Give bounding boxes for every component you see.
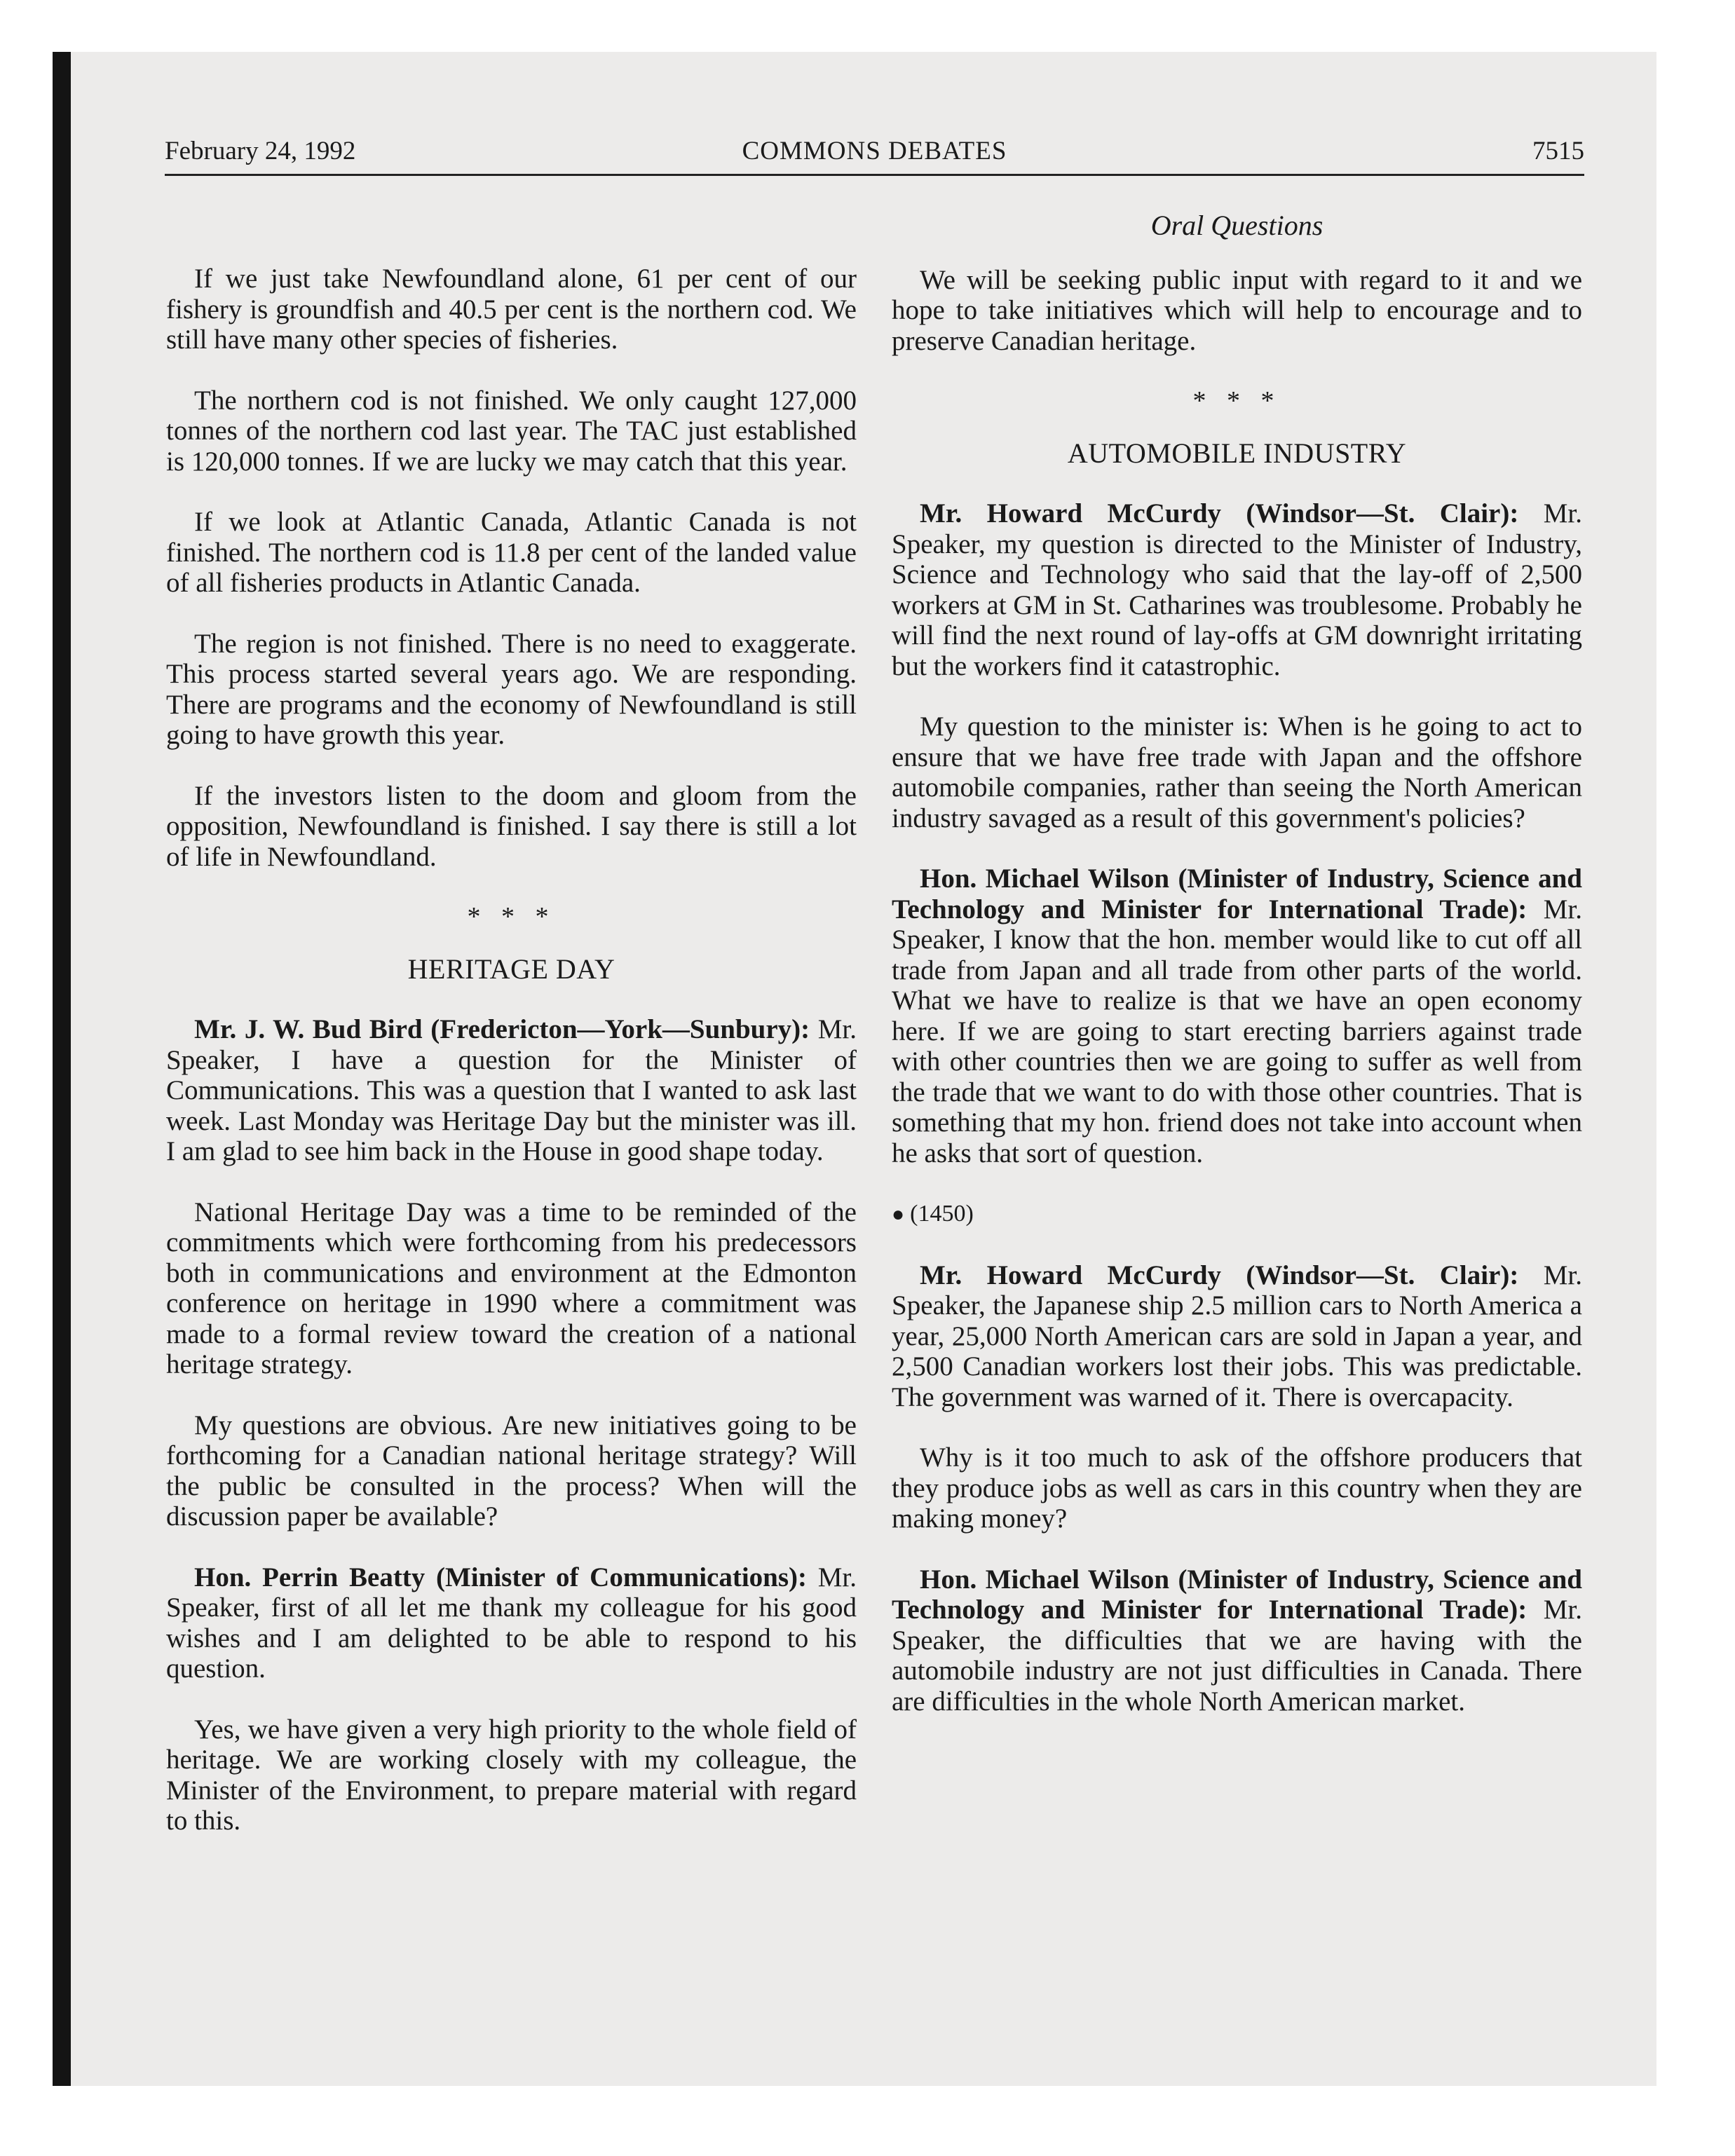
speaker-name: Mr. Howard McCurdy (Windsor—St. Clair): — [920, 1260, 1519, 1290]
header-date: February 24, 1992 — [165, 137, 356, 165]
time-marker-text: (1450) — [910, 1201, 974, 1227]
paragraph: The region is not finished. There is no need to exaggerate. This process started several years ago. We are responding. There are programs and the economy of Newfoundland is still going to have growth this year. — [166, 628, 857, 750]
speech-paragraph — [892, 1260, 1582, 1413]
page-header — [165, 130, 1584, 172]
speech-paragraph — [892, 498, 1582, 681]
paragraph: My questions are obvious. Are new initiatives going to be forthcoming for a Canadian national heritage strategy? Will the public be consulted in the process? When will the discussion paper be available? — [166, 1410, 857, 1531]
paragraph: If we look at Atlantic Canada, Atlantic Canada is not finished. The northern cod is 11.8 per cent of the landed value of all fisheries products in Atlantic Canada. — [166, 507, 857, 598]
speech-text: Mr. Speaker, I know that the hon. member would like to cut off all trade from Japan and all trade from other parts of the world. What we have to realize is that we have an open economy here. If we are going to start erecting barriers against trade with other countries then we are going to suffer as well from the trade that we want to do with those other countries. That is something that my hon. friend does not take into account when he asks that sort of question. — [892, 894, 1583, 1168]
speech-paragraph — [892, 1564, 1582, 1717]
bullet-icon: ● — [892, 1203, 905, 1226]
scan-edge-shadow — [53, 52, 71, 2086]
speech-paragraph — [166, 1014, 857, 1167]
section-separator: * * * — [467, 902, 556, 932]
section-title: Oral Questions — [1150, 210, 1324, 241]
speech-text: Mr. Speaker, the Japanese ship 2.5 million cars to North America a year, 25,000 North American cars are sold in Japan a year, and 2,500 Canadian workers lost their jobs. This was predictable. The government was warned of it. There is overcapacity. — [892, 1260, 1582, 1412]
left-column — [166, 264, 857, 1867]
speech-text: Mr. Speaker, the difficulties that we are having with the automobile industry are not just difficulties in Canada. There are difficulties in the whole North American market. — [892, 1595, 1583, 1717]
header-title: COMMONS DEBATES — [742, 137, 1007, 165]
right-column — [892, 210, 1582, 1747]
header-page-number: 7515 — [1532, 137, 1584, 165]
section-separator: * * * — [1192, 386, 1281, 416]
speaker-name: Mr. J. W. Bud Bird (Fredericton—York—Sunbury): — [194, 1014, 810, 1044]
paragraph: We will be seeking public input with regard to it and we hope to take initiatives which will help to encourage and to preserve Canadian heritage. — [892, 264, 1582, 356]
speaker-name: Mr. Howard McCurdy (Windsor—St. Clair): — [920, 498, 1519, 528]
paragraph: If the investors listen to the doom and gloom from the opposition, Newfoundland is finished. I say there is still a lot of life in Newfoundland. — [166, 780, 857, 872]
time-marker — [892, 1199, 1582, 1230]
speaker-name: Hon. Michael Wilson (Minister of Industry, Science and Technology and Minister for International Trade): — [892, 1564, 1582, 1625]
speaker-name: Hon. Perrin Beatty (Minister of Communications): — [194, 1562, 808, 1592]
paragraph: The northern cod is not finished. We only caught 127,000 tonnes of the northern cod last year. The TAC just established is 120,000 tonnes. If we are lucky we may catch that this year. — [166, 385, 857, 477]
paragraph: National Heritage Day was a time to be reminded of the commitments which were forthcoming from his predecessors both in communications and environment at the Edmonton conference on heritage in 1990 where a commitment was made to a formal review toward the creation of a national heritage strategy. — [166, 1196, 857, 1379]
speech-paragraph — [166, 1562, 857, 1684]
section-heading: HERITAGE DAY — [407, 953, 615, 985]
paragraph: My question to the minister is: When is he going to act to ensure that we have free trade with Japan and the offshore automobile companies, rather than seeing the North American industry savaged as a result of this government's policies? — [892, 711, 1582, 833]
speech-text: Mr. Speaker, I have a question for the Minister of Communications. This was a question that I wanted to ask last week. Last Monday was Heritage Day but the minister was ill. I am glad to see him back in the House in good shape today. — [166, 1014, 857, 1166]
speech-paragraph — [892, 864, 1582, 1168]
header-rule — [165, 174, 1584, 176]
speech-text: Mr. Speaker, my question is directed to the Minister of Industry, Science and Technology who said that the lay-off of 2,500 workers at GM in St. Catharines was troublesome. Probably he will find the next round of lay-offs at GM downright irritating but the workers find it catastrophic. — [892, 498, 1582, 681]
paragraph: Why is it too much to ask of the offshore producers that they produce jobs as well as cars in this country when they are making money? — [892, 1442, 1582, 1534]
paragraph: If we just take Newfoundland alone, 61 per cent of our fishery is groundfish and 40.5 per cent is the northern cod. We still have many other species of fisheries. — [166, 264, 857, 355]
section-heading: AUTOMOBILE INDUSTRY — [1067, 437, 1407, 469]
paragraph: Yes, we have given a very high priority to the whole field of heritage. We are working closely with my colleague, the Minister of the Environment, to prepare material with regard to this. — [166, 1714, 857, 1836]
speaker-name: Hon. Michael Wilson (Minister of Industry, Science and Technology and Minister for International Trade): — [892, 864, 1582, 925]
speech-text: Mr. Speaker, first of all let me thank my colleague for his good wishes and I am delighted to be able to respond to his question. — [166, 1562, 857, 1684]
